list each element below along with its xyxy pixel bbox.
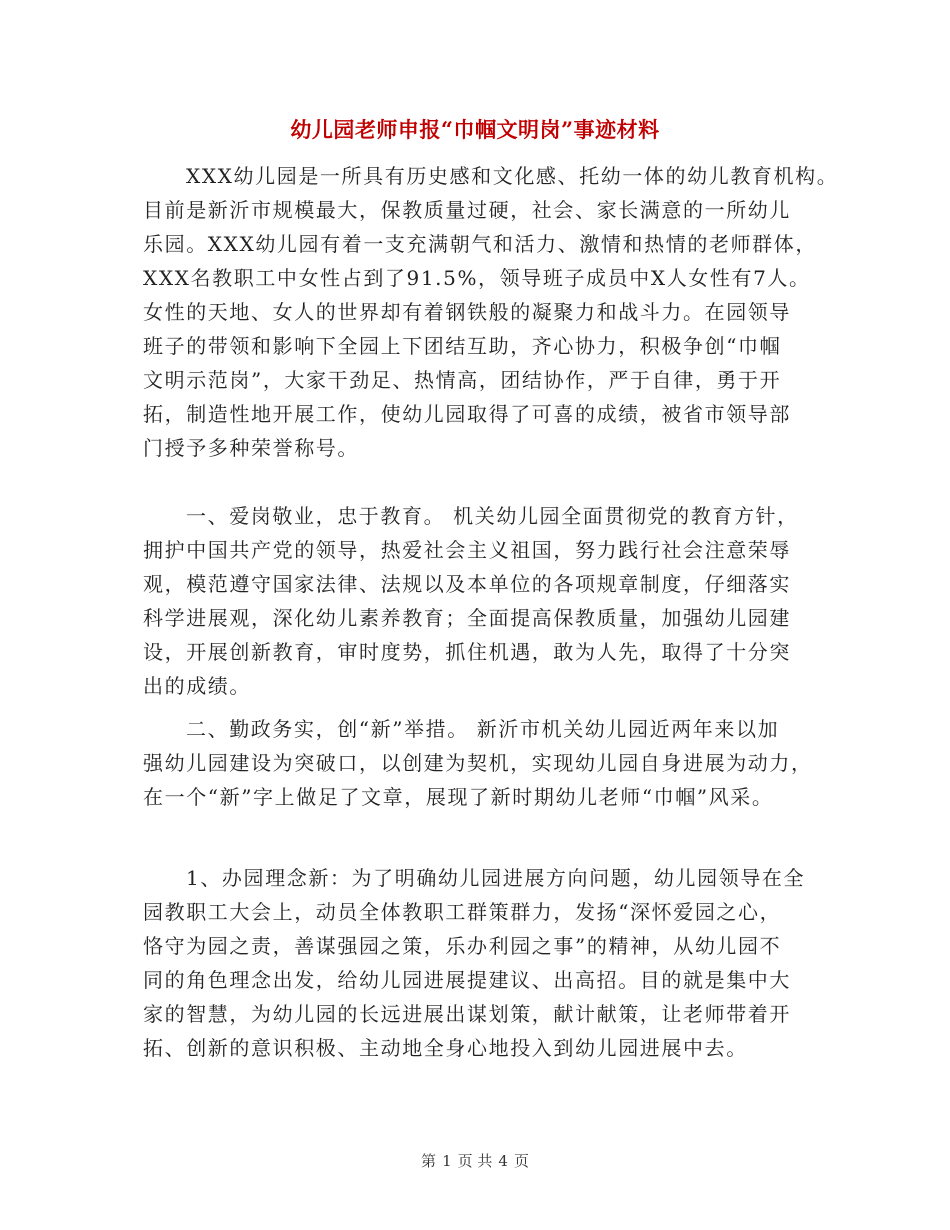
paragraph-line: 观，模范遵守国家法律、法规以及本单位的各项规章制度，仔细落实	[143, 572, 791, 596]
paragraph-line: 1、办园理念新：为了明确幼儿园进展方向问题，幼儿园领导在全	[186, 866, 806, 890]
paragraph-line: 家的智慧，为幼儿园的长远进展出谋划策，献计献策，让老师带着开	[143, 1002, 791, 1026]
paragraph-line: 一、爱岗敬业，忠于教育。 机关幼儿园全面贯彻党的教育方针，	[186, 504, 799, 528]
paragraph-line: 恪守为园之责，善谋强园之策，乐办利园之事”的精神，从幼儿园不	[143, 934, 782, 958]
paragraph-line: 女性的天地、女人的世界却有着钢铁般的凝聚力和战斗力。在园领导	[143, 300, 791, 324]
paragraph-line: 拓，制造性地开展工作，使幼儿园取得了可喜的成绩，被省市领导部	[143, 402, 791, 426]
footer-page-number: 1	[442, 1152, 452, 1170]
paragraph-line: 目前是新沂市规模最大，保教质量过硬，社会、家长满意的一所幼儿	[143, 198, 791, 222]
paragraph-line: 乐园。XXX幼儿园有着一支充满朝气和活力、激情和热情的老师群体，	[143, 232, 817, 256]
paragraph-line: 设，开展创新教育，审时度势，抓住机遇，敢为人先，取得了十分突	[143, 640, 791, 664]
paragraph-line: 班子的带领和影响下全园上下团结互助，齐心协力，积极争创“巾帼	[143, 334, 782, 358]
footer-mid: 页 共	[457, 1152, 493, 1170]
footer-suffix: 页	[513, 1152, 529, 1170]
document-title: 幼儿园老师申报“巾帼文明岗”事迹材料	[290, 117, 660, 142]
paragraph-line: 同的角色理念出发，给幼儿园进展提建议、出高招。目的就是集中大	[143, 968, 791, 992]
paragraph-line: 出的成绩。	[143, 674, 251, 698]
paragraph-line: XXX幼儿园是一所具有历史感和文化感、托幼一体的幼儿教育机构。	[186, 164, 839, 188]
paragraph-line: 拓、创新的意识积极、主动地全身心地投入到幼儿园进展中去。	[143, 1036, 748, 1060]
paragraph-line: XXX名教职工中女性占到了91.5%，领导班子成员中X人女性有7人。	[143, 266, 811, 290]
paragraph-line: 科学进展观，深化幼儿素养教育；全面提高保教质量，加强幼儿园建	[143, 606, 791, 630]
paragraph-line: 拥护中国共产党的领导，热爱社会主义祖国，努力践行社会注意荣辱	[143, 538, 791, 562]
paragraph-line: 园教职工大会上，动员全体教职工群策群力，发扬“深怀爱园之心，	[143, 900, 782, 924]
paragraph-line: 二、勤政务实，创“新”举措。 新沂市机关幼儿园近两年来以加	[186, 717, 780, 741]
page-footer	[0, 1150, 950, 1171]
paragraph-line: 门授予多种荣誉称号。	[143, 436, 359, 460]
paragraph-line: 文明示范岗”，大家干劲足、热情高，团结协作，严于自律，勇于开	[143, 368, 782, 392]
footer-total-pages: 4	[498, 1152, 508, 1170]
paragraph-line: 强幼儿园建设为突破口，以创建为契机，实现幼儿园自身进展为动力，	[143, 751, 813, 775]
footer-prefix: 第	[421, 1152, 437, 1170]
paragraph-line: 在一个“新”字上做足了文章，展现了新时期幼儿老师“巾帼”风采。	[143, 785, 774, 809]
